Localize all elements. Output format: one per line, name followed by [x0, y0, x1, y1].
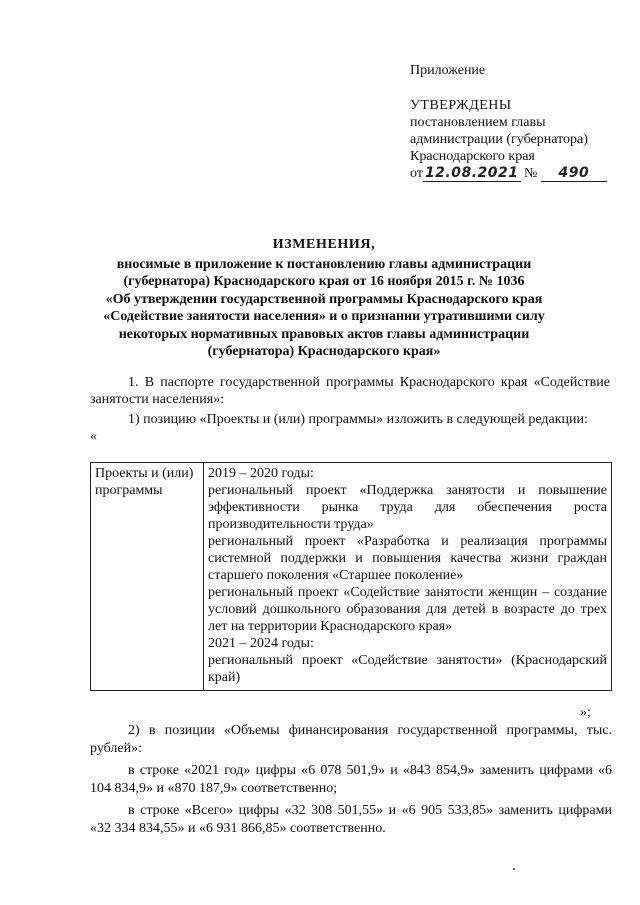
table-text-line: 2021 – 2024 годы:: [208, 636, 314, 651]
table-text-line: региональный проект «Содействие занятости женщин – создание условий дошкольного образования для детей в возрасте до трех лет на территории Краснодарского края»: [208, 585, 607, 634]
table-cell-label: Проекты и (или) программы: [91, 463, 204, 691]
title-line: «Содействие занятости населения» и о признании утратившими силу: [103, 309, 545, 324]
table-row: [91, 463, 612, 691]
approval-block: [410, 62, 610, 182]
projects-table: [90, 462, 612, 691]
paragraph-4: в строке «2021 год» цифры «6 078 501,9» и «843 854,9» заменить цифрами «6 104 834,9» и «870 187,9» соответственно;: [90, 763, 612, 796]
table-text-line: 2019 – 2020 годы:: [208, 466, 314, 481]
table-cell-content: [204, 463, 612, 691]
scan-speck: [513, 868, 515, 870]
table-text-line: региональный проект «Поддержка занятости и повышение эффективности рынка труда для обеспечения роста производительности труда»: [208, 483, 607, 532]
paragraph-3: 2) в позиции «Объемы финансирования государственной программы, тыс. рублей»:: [90, 723, 612, 756]
title-line: некоторых нормативных правовых актов главы администрации: [118, 326, 530, 342]
approval-line-1: постановлением главы: [410, 115, 546, 130]
title-line: (губернатора) Краснодарского края»: [207, 344, 441, 359]
quote-open: «: [90, 429, 97, 444]
approval-date-line: [410, 165, 610, 182]
paragraph-5: в строке «Всего» цифры «32 308 501,55» и «6 905 533,85» заменить цифрами «32 334 834,55» и «6 931 866,85» соответственно.: [90, 803, 612, 836]
body-section-2: [90, 722, 612, 838]
table-text-line: региональный проект «Содействие занятости» (Краснодарский край): [208, 653, 607, 685]
approved-heading: УТВЕРЖДЕНЫ: [410, 98, 512, 113]
paragraph-2: 1) позицию «Проекты и (или) программы» изложить в следующей редакции:: [128, 412, 588, 427]
document-title: [84, 236, 564, 361]
table-text-line: региональный проект «Разработка и реализация программы системной поддержки и повышения качества жизни граждан старшего поколения «Старшее поколение»: [208, 534, 607, 583]
from-prefix: от: [410, 166, 423, 181]
number-prefix: №: [524, 166, 538, 181]
handwritten-number: 490: [541, 166, 607, 182]
paragraph-1: 1. В паспорте государственной программы Краснодарского края «Содействие занятости населения»:: [90, 375, 610, 407]
body-section-1: [90, 374, 610, 444]
approval-line-3: Краснодарского края: [410, 149, 535, 164]
handwritten-date: 12.08.2021: [424, 165, 519, 181]
approval-line-2: администрации (губернатора): [410, 132, 588, 147]
title-line: (губернатора) Краснодарского края от 16 ноября 2015 г. № 1036: [123, 274, 525, 289]
quote-close: »;: [580, 705, 591, 720]
appendix-label: Приложение: [410, 63, 486, 78]
title-line: вносимые в приложение к постановлению главы администрации: [116, 256, 532, 272]
title-main: ИЗМЕНЕНИЯ,: [272, 237, 376, 252]
title-line: «Об утверждении государственной программы Краснодарского края: [105, 291, 543, 307]
